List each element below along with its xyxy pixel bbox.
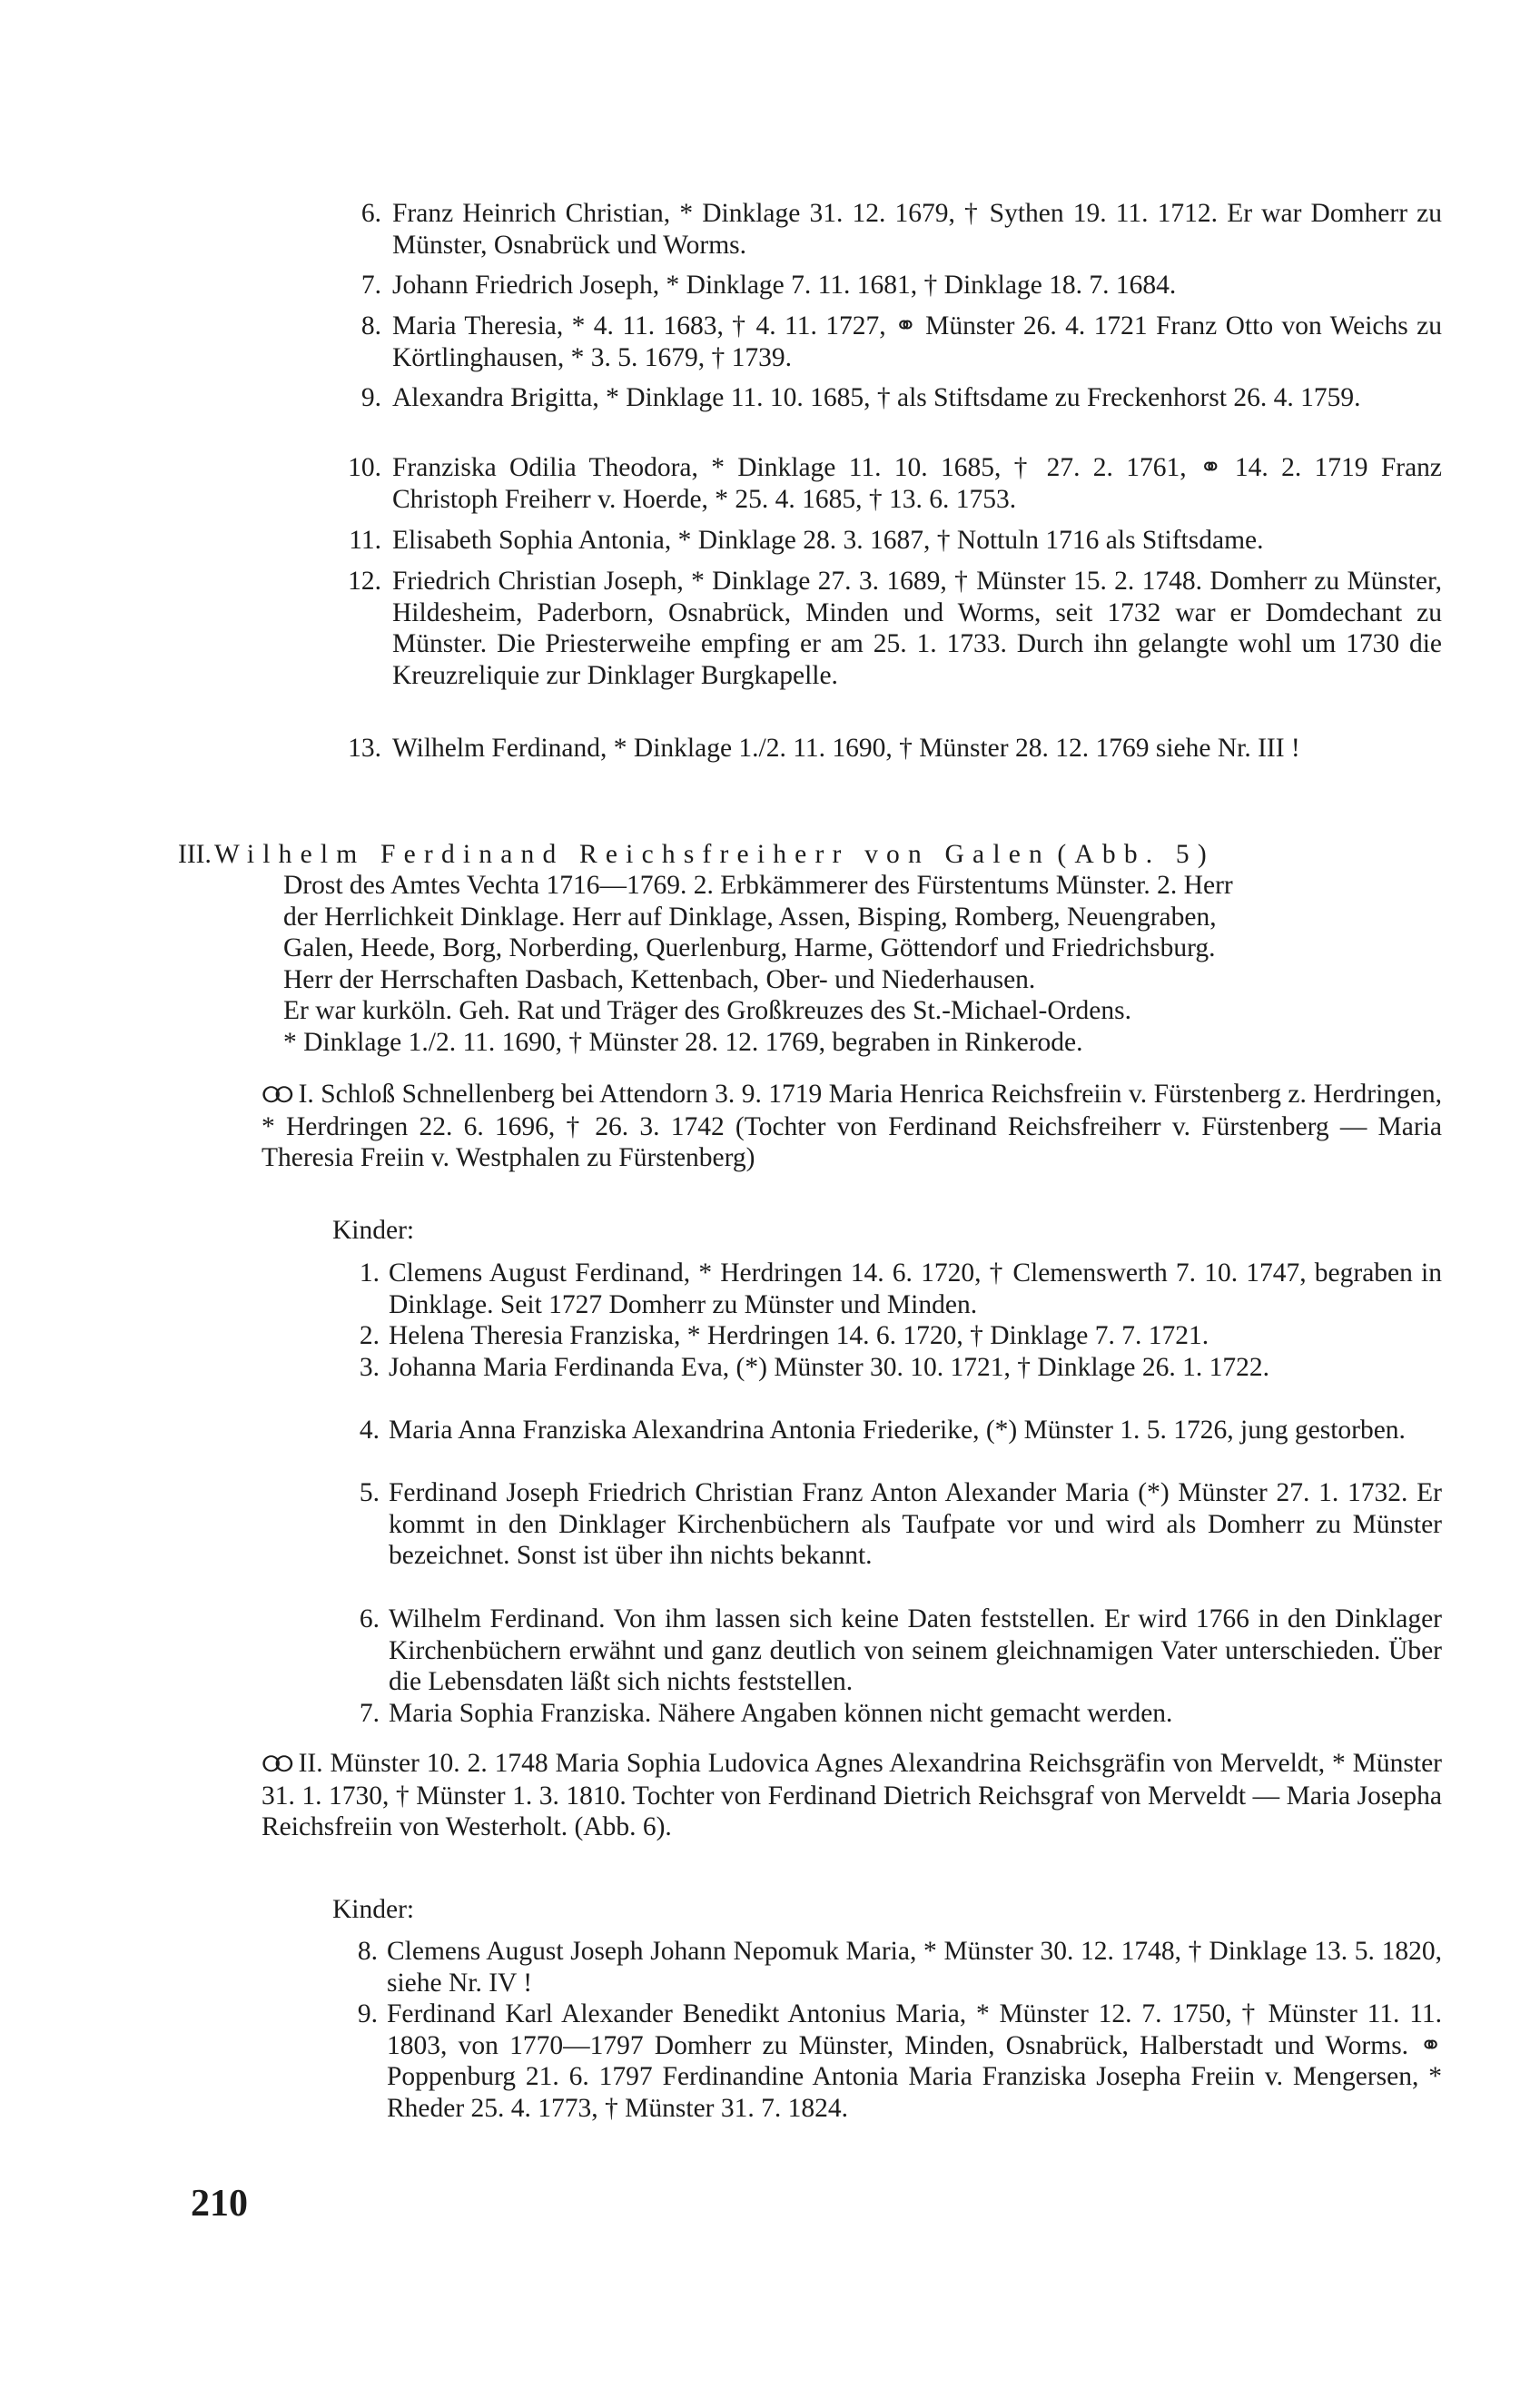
- page-number: 210: [191, 2183, 248, 2225]
- marriage-text: I. Schloß Schnellenberg bei Attendorn 3. 9. 1719 Maria Henrica Reichsfreiin v. Fürstenberg z. Herdringen, * Herdringen 22. 6. 1696, † 26. 3. 1742 (Tochter von Ferdinand Reichsfreiherr v. Fürstenberg — Maria Theresia Freiin v. Westphalen zu Fürstenberg): [262, 1080, 1442, 1172]
- item-number: 8.: [357, 1937, 378, 1966]
- item-text: Johann Friedrich Joseph, * Dinklage 7. 11. 1681, † Dinklage 18. 7. 1684.: [392, 271, 1177, 300]
- list-item: [359, 1352, 1442, 1384]
- list-item: [348, 733, 1442, 765]
- description-line: Drost des Amtes Vechta 1716—1769. 2. Erbkämmerer des Fürstentums Münster. 2. Herr: [283, 871, 1233, 900]
- item-text: Helena Theresia Franziska, * Herdringen 14. 6. 1720, † Dinklage 7. 7. 1721.: [389, 1321, 1209, 1350]
- description-line: Herr der Herrschaften Dasbach, Kettenbach, Ober- und Niederhausen.: [283, 964, 1036, 994]
- person-name: Wilhelm Ferdinand Reichsfreiherr von Galen: [214, 840, 1051, 869]
- marriage-first: [262, 1079, 1442, 1174]
- item-text: Elisabeth Sophia Antonia, * Dinklage 28. 3. 1687, † Nottuln 1716 als Stiftsdame.: [392, 526, 1264, 555]
- list-item: [357, 1936, 1442, 1998]
- item-text: Wilhelm Ferdinand, * Dinklage 1./2. 11. 1690, † Münster 28. 12. 1769 siehe Nr. III !: [392, 734, 1300, 763]
- generation-description: [283, 870, 1441, 1058]
- item-number: 9.: [360, 383, 381, 412]
- marriage-symbol-icon: ⵔⵔ: [262, 1082, 288, 1108]
- list-item: [360, 311, 1442, 373]
- item-text: Maria Anna Franziska Alexandrina Antonia Friederike, (*) Münster 1. 5. 1726, jung gestorben.: [389, 1416, 1406, 1445]
- item-text: Clemens August Ferdinand, * Herdringen 14. 6. 1720, † Clemenswerth 7. 10. 1747, begraben in Dinklage. Seit 1727 Domherr zu Münster und Minden.: [389, 1258, 1442, 1319]
- children-label: Kinder:: [332, 1216, 415, 1245]
- list-item: [359, 1258, 1442, 1320]
- item-number: 7.: [359, 1699, 380, 1728]
- generation-number: III.: [178, 840, 212, 869]
- item-number: 3.: [359, 1353, 380, 1382]
- item-number: 12.: [348, 567, 381, 596]
- description-line: Galen, Heede, Borg, Norberding, Querlenburg, Harme, Göttendorf und Friedrichsburg.: [283, 933, 1216, 962]
- list-item: [348, 452, 1442, 515]
- description-line: Er war kurköln. Geh. Rat und Träger des Großkreuzes des St.-Michael-Ordens.: [283, 996, 1131, 1025]
- description-line: * Dinklage 1./2. 11. 1690, † Münster 28. 12. 1769, begraben in Rinkerode.: [283, 1027, 1083, 1057]
- item-number: 9.: [357, 1999, 378, 2028]
- item-number: 2.: [359, 1321, 380, 1350]
- list-item: [360, 270, 1442, 301]
- list-item: [359, 1477, 1442, 1572]
- item-number: 13.: [348, 734, 381, 763]
- item-number: 6.: [360, 199, 381, 228]
- item-number: 8.: [360, 311, 381, 340]
- item-text: Franziska Odilia Theodora, * Dinklage 11. 10. 1685, † 27. 2. 1761, ⚭ 14. 2. 1719 Franz Christoph Freiherr v. Hoerde, * 25. 4. 1685, † 13. 6. 1753.: [392, 453, 1442, 514]
- item-number: 5.: [359, 1478, 380, 1507]
- children-label: Kinder:: [332, 1895, 415, 1924]
- item-number: 1.: [359, 1258, 380, 1288]
- description-line: der Herrlichkeit Dinklage. Herr auf Dinklage, Assen, Bisping, Romberg, Neuengraben,: [283, 902, 1217, 932]
- list-item: [357, 1998, 1442, 2124]
- list-item: [349, 525, 1442, 557]
- item-text: Maria Theresia, * 4. 11. 1683, † 4. 11. 1727, ⚭ Münster 26. 4. 1721 Franz Otto von Weichs zu Körtlinghausen, * 3. 5. 1679, † 1739.: [392, 311, 1442, 372]
- item-number: 7.: [360, 271, 381, 300]
- list-item: [348, 566, 1442, 691]
- item-text: Johanna Maria Ferdinanda Eva, (*) Münster 30. 10. 1721, † Dinklage 26. 1. 1722.: [389, 1353, 1270, 1382]
- item-text: Maria Sophia Franziska. Nähere Angaben können nicht gemacht werden.: [389, 1699, 1173, 1728]
- item-text: Clemens August Joseph Johann Nepomuk Maria, * Münster 30. 12. 1748, † Dinklage 13. 5. 1820, siehe Nr. IV !: [387, 1937, 1442, 1998]
- figure-reference: (Abb. 5): [1057, 840, 1215, 869]
- list-item: [360, 198, 1442, 261]
- item-number: 10.: [348, 453, 381, 482]
- list-item: [360, 382, 1442, 414]
- marriage-text: II. Münster 10. 2. 1748 Maria Sophia Ludovica Agnes Alexandrina Reichsgräfin von Merveldt, * Münster 31. 1. 1730, † Münster 1. 3. 1810. Tochter von Ferdinand Dietrich Reichsgraf von Merveldt — Maria Josepha Reichsfreiin von Westerholt. (Abb. 6).: [262, 1749, 1442, 1841]
- item-text: Ferdinand Joseph Friedrich Christian Franz Anton Alexander Maria (*) Münster 27. 1. 1732. Er kommt in den Dinklager Kirchenbüchern als Taufpate vor und wird als Domherr zu Münster bezeichnet. Sonst ist über ihn nichts bekannt.: [389, 1478, 1442, 1570]
- item-text: Friedrich Christian Joseph, * Dinklage 27. 3. 1689, † Münster 15. 2. 1748. Domherr zu Münster, Hildesheim, Paderborn, Osnabrück, Minden und Worms, seit 1732 war er Domdechant zu Münster. Die Priesterweihe empfing er am 25. 1. 1733. Durch ihn gelangte wohl um 1730 die Kreuzreliquie zur Dinklager Burgkapelle.: [392, 567, 1442, 690]
- marriage-symbol-icon: ⵔⵔ: [262, 1752, 288, 1777]
- item-text: Wilhelm Ferdinand. Von ihm lassen sich keine Daten feststellen. Er wird 1766 in den Dinklager Kirchenbüchern erwähnt und ganz deutlich von seinem gleichnamigen Vater unterschieden. Über die Lebensdaten läßt sich nichts feststellen.: [389, 1604, 1442, 1696]
- item-text: Alexandra Brigitta, * Dinklage 11. 10. 1685, † als Stiftsdame zu Freckenhorst 26. 4. 1759.: [392, 383, 1361, 412]
- item-text: Ferdinand Karl Alexander Benedikt Antonius Maria, * Münster 12. 7. 1750, † Münster 11. 11. 1803, von 1770—1797 Domherr zu Münster, Minden, Osnabrück, Halberstadt und Worms. ⚭ Poppenburg 21. 6. 1797 Ferdinandine Antonia Maria Franziska Josepha Freiin v. Mengersen, * Rheder 25. 4. 1773, † Münster 31. 7. 1824.: [387, 1999, 1442, 2123]
- item-text: Franz Heinrich Christian, * Dinklage 31. 12. 1679, † Sythen 19. 11. 1712. Er war Domherr zu Münster, Osnabrück und Worms.: [392, 199, 1442, 260]
- list-item: [359, 1604, 1442, 1698]
- item-number: 4.: [359, 1416, 380, 1445]
- item-number: 6.: [359, 1604, 380, 1633]
- marriage-second: [262, 1748, 1442, 1843]
- list-item: [359, 1415, 1442, 1446]
- list-item: [359, 1320, 1442, 1352]
- item-number: 11.: [349, 526, 381, 555]
- list-item: [359, 1698, 1442, 1730]
- generation-heading: [178, 839, 1440, 871]
